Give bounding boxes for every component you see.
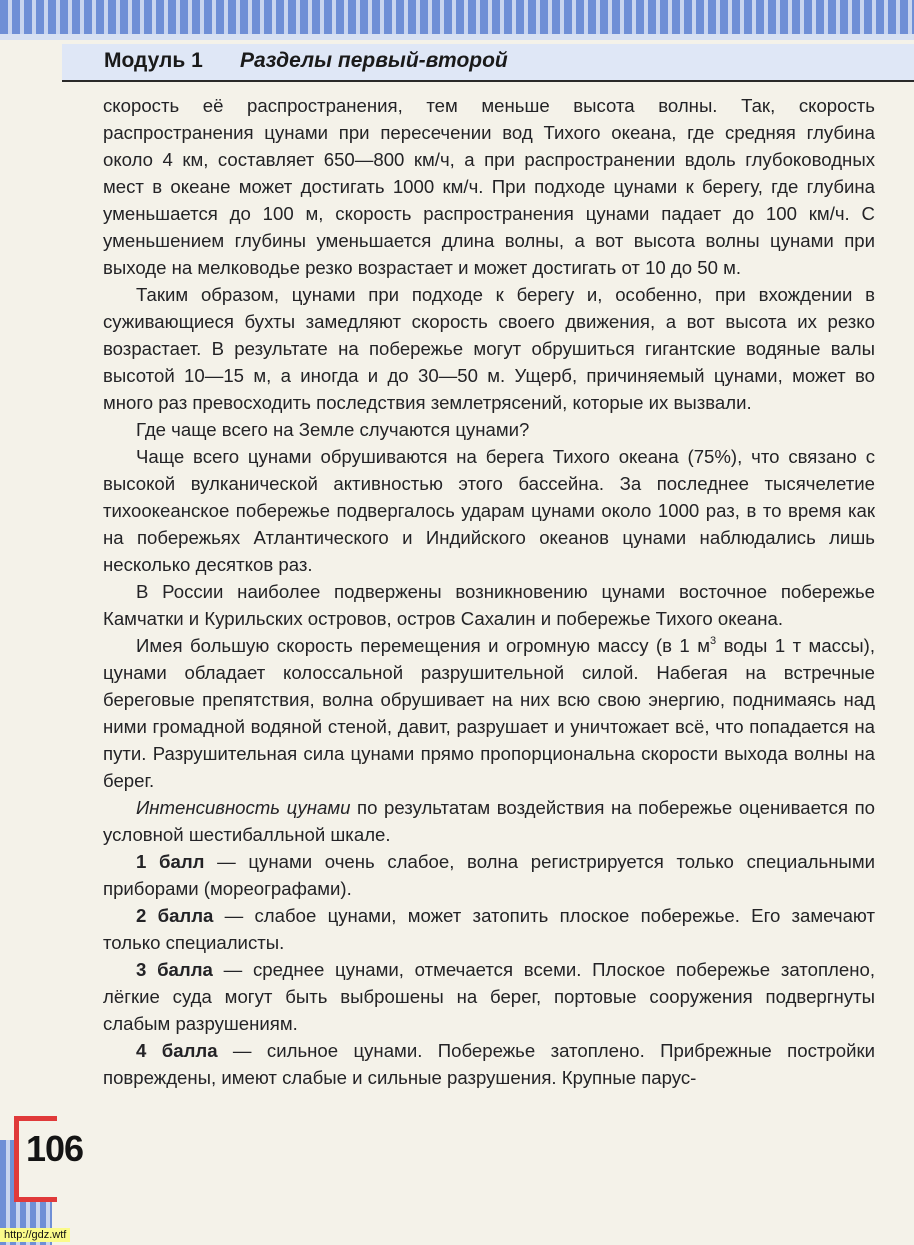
term-italic: Интенсивность цунами — [136, 797, 351, 818]
paragraph: В России наиболее подвержены возникновению цунами восточное побережье Камчатки и Курильских островов, остров Сахалин и побережье Тихого океана. — [103, 581, 875, 629]
scale-grade: 4 балла — [136, 1040, 218, 1061]
scale-item-4: 4 балла — сильное цунами. Побережье затоплено. Прибрежные постройки повреждены, имеют слабые и сильные разрушения. Крупные парус- — [103, 1040, 875, 1088]
page-body-text — [103, 92, 875, 1091]
running-header — [62, 44, 914, 82]
paragraph: Таким образом, цунами при подходе к берегу и, особенно, при вхождении в суживающиеся бухты замедляют скорость своего движения, а вот высота их резко возрастает. В результате на побережье могут обрушиться гигантские водяные валы высотой 10—15 м, а иногда и до 30—50 м. Ущерб, причиняемый цунами, может во много раз превосходить последствия землетрясений, которые их вызвали. — [103, 284, 875, 413]
paragraph: Интенсивность цунами по результатам воздействия на побережье оценивается по условной шестибалльной шкале. — [103, 797, 875, 845]
scale-grade: 2 балла — [136, 905, 214, 926]
scale-item-1: 1 балл — цунами очень слабое, волна регистрируется только специальными приборами (мореографами). — [103, 851, 875, 899]
page-number: 106 — [26, 1128, 84, 1169]
module-label: Модуль 1 — [104, 49, 203, 72]
paragraph: скорость её распространения, тем меньше высота волны. Так, скорость распространения цунами при пересечении вод Тихого океана, где средняя глубина около 4 км, составляет 650—800 км/ч, а при распространении вдоль глубоководных мест в океане может достигать 1000 км/ч. При подходе цунами к берегу, где глубина уменьшается до 100 м, скорость распространения цунами падает до 100 км/ч. С уменьшением глубины уменьшается длина волны, а вот высота волны цунами при выходе на мелководье резко возрастает и может достигать от 10 до 50 м. — [103, 95, 875, 278]
scale-grade: 1 балл — [136, 851, 205, 872]
question-heading: Где чаще всего на Земле случаются цунами? — [136, 419, 530, 440]
scale-item-2: 2 балла — слабое цунами, может затопить плоское побережье. Его замечают только специалисты. — [103, 905, 875, 953]
scale-grade: 3 балла — [136, 959, 213, 980]
top-decorative-stripes — [0, 0, 914, 40]
paragraph: Имея большую скорость перемещения и огромную массу (в 1 $м^3$ воды 1 т массы), цунами обладает колоссальной разрушительной силой. Набегая на встречные береговые препятствия, волна обрушивает на них всю свою энергию, поднимаясь над ними громадной водяной стеной, давит, разрушает и уничтожает всё, что попадается на пути. Разрушительная сила цунами прямо пропорциональна скорости выхода волны на берег. — [103, 635, 875, 791]
paragraph: Чаще всего цунами обрушиваются на берега Тихого океана (75%), что связано с высокой вулканической активностью этого бассейна. За последнее тысячелетие тихоокеанское побережье подвергалось ударам цунами около 1000 раз, в то время как на побережьях Атлантического и Индийского океанов цунами наблюдались лишь несколько десятков раз. — [103, 446, 875, 575]
superscript: 3 — [710, 635, 717, 647]
scale-item-3: 3 балла — среднее цунами, отмечается всеми. Плоское побережье затоплено, лёгкие суда могут быть выброшены на берег, портовые сооружения подвергнуты слабым разрушениям. — [103, 959, 875, 1034]
section-title: Разделы первый-второй — [240, 49, 508, 72]
watermark-link[interactable]: http://gdz.wtf — [0, 1228, 70, 1242]
